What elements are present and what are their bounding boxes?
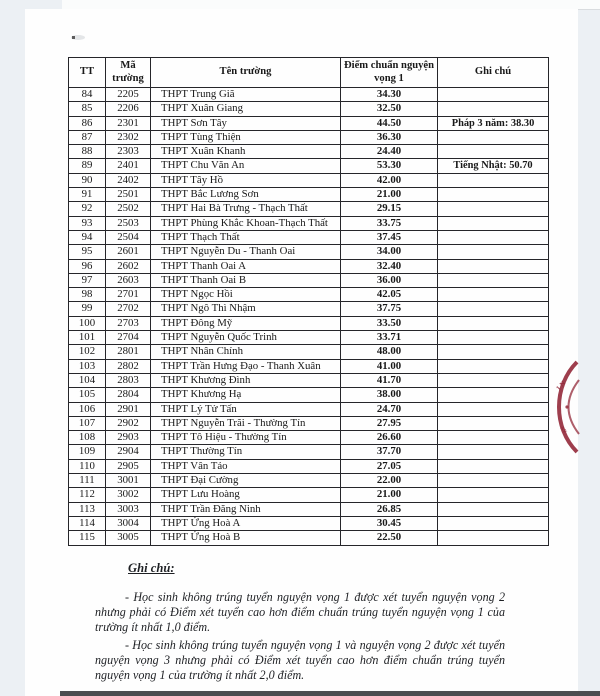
cell-ten-truong: THPT Khương Hạ (151, 388, 341, 402)
cell-diem-chuan: 42.05 (341, 288, 438, 302)
document-page (25, 9, 578, 696)
cell-ghi-chu (438, 388, 549, 402)
cell-ten-truong: THPT Nguyễn Trãi - Thường Tín (151, 416, 341, 430)
cell-ghi-chu (438, 459, 549, 473)
cell-ten-truong: THPT Thanh Oai A (151, 259, 341, 273)
cell-tt: 111 (69, 474, 106, 488)
cell-diem-chuan: 41.70 (341, 373, 438, 387)
cell-ghi-chu (438, 416, 549, 430)
cell-ten-truong: THPT Chu Văn An (151, 159, 341, 173)
cell-ghi-chu (438, 102, 549, 116)
cell-tt: 95 (69, 245, 106, 259)
score-table-body (69, 88, 549, 546)
cell-diem-chuan: 48.00 (341, 345, 438, 359)
cell-ten-truong: THPT Trung Giã (151, 88, 341, 102)
table-row (69, 331, 549, 345)
cell-diem-chuan: 44.50 (341, 116, 438, 130)
cell-ma-truong: 2703 (106, 316, 151, 330)
table-row (69, 474, 549, 488)
table-row (69, 202, 549, 216)
table-row (69, 188, 549, 202)
cell-ten-truong: THPT Sơn Tây (151, 116, 341, 130)
cell-diem-chuan: 27.05 (341, 459, 438, 473)
cell-tt: 101 (69, 331, 106, 345)
cell-diem-chuan: 36.00 (341, 273, 438, 287)
cell-ten-truong: THPT Đại Cường (151, 474, 341, 488)
cell-tt: 99 (69, 302, 106, 316)
cell-ten-truong: THPT Nguyễn Quốc Trinh (151, 331, 341, 345)
cell-diem-chuan: 34.00 (341, 245, 438, 259)
scan-ink-dot (72, 36, 75, 39)
cell-ma-truong: 2905 (106, 459, 151, 473)
cell-ghi-chu: Tiếng Nhật: 50.70 (438, 159, 549, 173)
cell-ghi-chu (438, 431, 549, 445)
cell-ten-truong: THPT Thạch Thất (151, 230, 341, 244)
table-row (69, 259, 549, 273)
cell-tt: 89 (69, 159, 106, 173)
cell-ten-truong: THPT Ứng Hoà A (151, 516, 341, 530)
cell-ma-truong: 2503 (106, 216, 151, 230)
table-header-row (69, 58, 549, 88)
cell-ghi-chu (438, 288, 549, 302)
cell-diem-chuan: 33.71 (341, 331, 438, 345)
cell-ten-truong: THPT Lưu Hoàng (151, 488, 341, 502)
cell-ghi-chu (438, 173, 549, 187)
cell-tt: 114 (69, 516, 106, 530)
table-row (69, 516, 549, 530)
cell-ten-truong: THPT Hai Bà Trưng - Thạch Thất (151, 202, 341, 216)
cell-tt: 87 (69, 130, 106, 144)
table-row (69, 359, 549, 373)
cell-tt: 115 (69, 531, 106, 545)
table-row (69, 316, 549, 330)
cell-ma-truong: 3002 (106, 488, 151, 502)
cell-ma-truong: 2902 (106, 416, 151, 430)
cell-diem-chuan: 21.00 (341, 188, 438, 202)
cell-diem-chuan: 26.60 (341, 431, 438, 445)
cell-tt: 104 (69, 373, 106, 387)
notes-title: Ghi chú: (128, 561, 175, 575)
cell-diem-chuan: 33.50 (341, 316, 438, 330)
cell-diem-chuan: 37.75 (341, 302, 438, 316)
cell-ten-truong: THPT Khương Đình (151, 373, 341, 387)
svg-text:1 N: 1 N (554, 379, 568, 393)
header-diem-chuan: Điểm chuẩn nguyện vọng 1 (341, 58, 438, 88)
cell-ma-truong: 2205 (106, 88, 151, 102)
cell-diem-chuan: 21.00 (341, 488, 438, 502)
cell-diem-chuan: 32.50 (341, 102, 438, 116)
header-ghi-chu: Ghi chú (438, 58, 549, 88)
admission-score-table-wrap (68, 57, 549, 546)
cell-diem-chuan: 41.00 (341, 359, 438, 373)
cell-diem-chuan: 42.00 (341, 173, 438, 187)
cell-tt: 109 (69, 445, 106, 459)
table-row (69, 273, 549, 287)
cell-ghi-chu (438, 531, 549, 545)
cell-diem-chuan: 30.45 (341, 516, 438, 530)
cell-ghi-chu (438, 230, 549, 244)
cell-ma-truong: 2302 (106, 130, 151, 144)
cell-ma-truong: 2502 (106, 202, 151, 216)
notes-section (95, 561, 505, 685)
cell-tt: 112 (69, 488, 106, 502)
cell-diem-chuan: 37.45 (341, 230, 438, 244)
cell-tt: 84 (69, 88, 106, 102)
cell-ma-truong: 2601 (106, 245, 151, 259)
cell-diem-chuan: 33.75 (341, 216, 438, 230)
cell-tt: 98 (69, 288, 106, 302)
table-row (69, 230, 549, 244)
table-row (69, 216, 549, 230)
cell-ten-truong: THPT Nguyễn Du - Thanh Oai (151, 245, 341, 259)
cell-ghi-chu (438, 516, 549, 530)
table-row (69, 402, 549, 416)
table-row (69, 445, 549, 459)
table-row (69, 431, 549, 445)
cell-ghi-chu (438, 302, 549, 316)
table-row (69, 459, 549, 473)
table-row (69, 173, 549, 187)
table-row (69, 388, 549, 402)
note-item-2: - Học sinh không trúng tuyển nguyện vọng 1 và nguyện vọng 2 được xét tuyển nguyện vọng 3 nhưng phải có Điểm xét tuyển cao hơn điểm chuẩn trúng tuyển nguyện vọng 1 của trường ít nhất 2,0 điểm. (95, 637, 505, 683)
cell-tt: 106 (69, 402, 106, 416)
cell-ma-truong: 3004 (106, 516, 151, 530)
table-row (69, 288, 549, 302)
cell-tt: 103 (69, 359, 106, 373)
cell-ghi-chu (438, 202, 549, 216)
cell-diem-chuan: 27.95 (341, 416, 438, 430)
table-row (69, 88, 549, 102)
admission-score-table (68, 57, 549, 546)
table-row (69, 502, 549, 516)
header-ten-truong: Tên trường (151, 58, 341, 88)
cell-tt: 93 (69, 216, 106, 230)
cell-ma-truong: 2402 (106, 173, 151, 187)
cell-ma-truong: 2704 (106, 331, 151, 345)
cell-ma-truong: 2603 (106, 273, 151, 287)
cell-diem-chuan: 32.40 (341, 259, 438, 273)
cell-ma-truong: 2401 (106, 159, 151, 173)
cell-ghi-chu (438, 259, 549, 273)
cell-ma-truong: 2504 (106, 230, 151, 244)
table-row (69, 531, 549, 545)
cell-ghi-chu (438, 316, 549, 330)
cell-tt: 88 (69, 145, 106, 159)
cell-ma-truong: 2802 (106, 359, 151, 373)
cell-ten-truong: THPT Thanh Oai B (151, 273, 341, 287)
table-row (69, 373, 549, 387)
cell-tt: 92 (69, 202, 106, 216)
cell-ma-truong: 2904 (106, 445, 151, 459)
cell-ma-truong: 2903 (106, 431, 151, 445)
cell-ma-truong: 2901 (106, 402, 151, 416)
cell-diem-chuan: 38.00 (341, 388, 438, 402)
cell-tt: 107 (69, 416, 106, 430)
cell-ghi-chu (438, 359, 549, 373)
cell-ghi-chu (438, 130, 549, 144)
cell-ghi-chu (438, 402, 549, 416)
table-row (69, 245, 549, 259)
cell-ten-truong: THPT Tùng Thiện (151, 130, 341, 144)
table-row (69, 488, 549, 502)
cell-tt: 102 (69, 345, 106, 359)
cell-ma-truong: 2701 (106, 288, 151, 302)
cell-diem-chuan: 29.15 (341, 202, 438, 216)
scan-bottom-bar (60, 691, 600, 696)
cell-tt: 85 (69, 102, 106, 116)
cell-ten-truong: THPT Tô Hiệu - Thường Tín (151, 431, 341, 445)
svg-text:ᴀʏ: ᴀʏ (558, 423, 570, 435)
cell-ghi-chu (438, 445, 549, 459)
cell-ghi-chu (438, 502, 549, 516)
cell-ten-truong: THPT Ứng Hoà B (151, 531, 341, 545)
cell-ma-truong: 3003 (106, 502, 151, 516)
cell-tt: 90 (69, 173, 106, 187)
cell-ma-truong: 2702 (106, 302, 151, 316)
cell-tt: 96 (69, 259, 106, 273)
cell-ten-truong: THPT Xuân Giang (151, 102, 341, 116)
table-row (69, 302, 549, 316)
cell-tt: 94 (69, 230, 106, 244)
note-item-1: - Học sinh không trúng tuyển nguyện vọng 1 được xét tuyển nguyện vọng 2 nhưng phải có Điểm xét tuyển cao hơn điểm chuẩn trúng tuyển nguyện vọng 1 của trường ít nhất 1,0 điểm. (95, 590, 505, 635)
cell-ma-truong: 3001 (106, 474, 151, 488)
cell-ten-truong: THPT Vân Tảo (151, 459, 341, 473)
table-row (69, 130, 549, 144)
cell-ma-truong: 2804 (106, 388, 151, 402)
cell-ten-truong: THPT Bắc Lương Sơn (151, 188, 341, 202)
header-ma-truong: Mã trường (106, 58, 151, 88)
table-row (69, 159, 549, 173)
cell-ten-truong: THPT Đông Mỹ (151, 316, 341, 330)
cell-ma-truong: 3005 (106, 531, 151, 545)
cell-ma-truong: 2301 (106, 116, 151, 130)
cell-ten-truong: THPT Trần Đăng Ninh (151, 502, 341, 516)
cell-ghi-chu (438, 216, 549, 230)
cell-tt: 113 (69, 502, 106, 516)
cell-ma-truong: 2206 (106, 102, 151, 116)
cell-tt: 108 (69, 431, 106, 445)
cell-ten-truong: THPT Lý Tử Tấn (151, 402, 341, 416)
cell-ten-truong: THPT Ngọc Hồi (151, 288, 341, 302)
cell-diem-chuan: 24.70 (341, 402, 438, 416)
cell-ten-truong: THPT Ngô Thì Nhậm (151, 302, 341, 316)
cell-tt: 97 (69, 273, 106, 287)
cell-ghi-chu (438, 474, 549, 488)
header-tt: TT (69, 58, 106, 88)
table-row (69, 102, 549, 116)
cell-ten-truong: THPT Phùng Khắc Khoan-Thạch Thất (151, 216, 341, 230)
cell-tt: 105 (69, 388, 106, 402)
cell-ghi-chu (438, 373, 549, 387)
cell-ma-truong: 2501 (106, 188, 151, 202)
cell-ten-truong: THPT Thường Tín (151, 445, 341, 459)
cell-tt: 86 (69, 116, 106, 130)
cell-diem-chuan: 36.30 (341, 130, 438, 144)
cell-ghi-chu: Pháp 3 năm: 38.30 (438, 116, 549, 130)
cell-ghi-chu (438, 345, 549, 359)
cell-ghi-chu (438, 488, 549, 502)
cell-ten-truong: THPT Xuân Khanh (151, 145, 341, 159)
cell-ghi-chu (438, 88, 549, 102)
cell-diem-chuan: 37.70 (341, 445, 438, 459)
cell-ma-truong: 2602 (106, 259, 151, 273)
table-row (69, 345, 549, 359)
cell-diem-chuan: 53.30 (341, 159, 438, 173)
cell-ghi-chu (438, 245, 549, 259)
table-row (69, 145, 549, 159)
cell-diem-chuan: 26.85 (341, 502, 438, 516)
table-row (69, 416, 549, 430)
cell-diem-chuan: 34.30 (341, 88, 438, 102)
cell-ten-truong: THPT Trần Hưng Đạo - Thanh Xuân (151, 359, 341, 373)
cell-diem-chuan: 22.00 (341, 474, 438, 488)
cell-tt: 110 (69, 459, 106, 473)
cell-tt: 100 (69, 316, 106, 330)
cell-diem-chuan: 24.40 (341, 145, 438, 159)
cell-ten-truong: THPT Nhân Chính (151, 345, 341, 359)
cell-ma-truong: 2801 (106, 345, 151, 359)
cell-ghi-chu (438, 331, 549, 345)
cell-ma-truong: 2803 (106, 373, 151, 387)
cell-ghi-chu (438, 145, 549, 159)
table-row (69, 116, 549, 130)
cell-ghi-chu (438, 273, 549, 287)
cell-ten-truong: THPT Tây Hồ (151, 173, 341, 187)
cell-ma-truong: 2303 (106, 145, 151, 159)
cell-tt: 91 (69, 188, 106, 202)
official-seal-stamp (546, 358, 580, 456)
cell-diem-chuan: 22.50 (341, 531, 438, 545)
cell-ghi-chu (438, 188, 549, 202)
